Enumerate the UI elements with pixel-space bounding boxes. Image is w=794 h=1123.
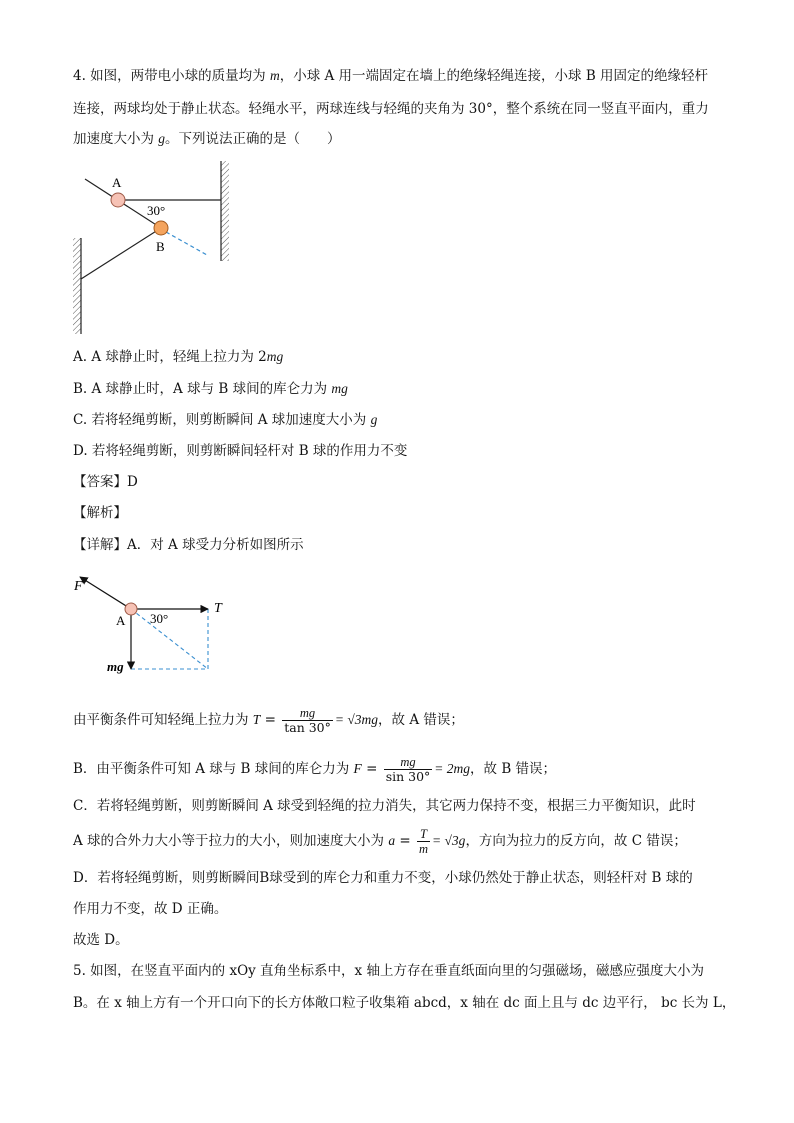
option-var: mg: [331, 381, 348, 396]
q4-stem-line2: 连接，两球均处于静止状态。轻绳水平，两球连线与轻绳的夹角为 30°，整个系统在同一竖直平面内，重力: [73, 101, 709, 117]
sol-text: ，方向为拉力的反方向，故 C 错误；: [465, 833, 687, 849]
q4-stem-text: 4. 如图，两带电小球的质量均为: [73, 68, 270, 84]
fraction: [282, 706, 333, 735]
fraction: [417, 827, 430, 856]
ball-a: [111, 193, 125, 207]
var-f: F: [353, 761, 362, 776]
sol-a-line: 由平衡条件可知轻绳上拉力为 T = $\frac{mg}{\tan 30^\circ}$ = √3mg，故 A 错误；: [73, 706, 464, 735]
dashed-diagonal: [131, 609, 208, 669]
option-text: C. 若将轻绳剪断，则剪断瞬间 A 球加速度大小为: [73, 412, 371, 428]
sol-c-line1: C．若将轻绳剪断，则剪断瞬间 A 球受到轻绳的拉力消失，其它两力保持不变，根据三力平衡知识，此时: [73, 798, 696, 814]
angle-label: 30°: [147, 203, 166, 218]
label-mg: mg: [107, 659, 124, 674]
sol-c-line2: A 球的合外力大小等于拉力的大小，则加速度大小为 a = $\frac{T}{m}$ = √3g，方向为拉力的反方向，故 C 错误；: [73, 827, 687, 856]
fraction-den: sin 30°: [385, 769, 431, 784]
fraction-num: mg: [282, 706, 333, 721]
q5-line1: 5. 如图，在竖直平面内的 xOy 直角坐标系中，x 轴上方存在垂直纸面向里的匀强磁场，磁感应强度大小为: [73, 963, 704, 979]
q5-line2: B。在 x 轴上方有一个开口向下的长方体敞口粒子收集箱 abcd，x 轴在 dc 面上且与 dc 边平行， bc 长为 L，: [73, 995, 736, 1011]
q4-analysis-label: 【解析】: [73, 505, 127, 521]
var-a: a: [388, 833, 396, 848]
label-a-force: A: [116, 613, 126, 628]
label-b: B: [156, 239, 165, 254]
fraction-den: tan 30°: [284, 720, 331, 735]
ball-a-force: [125, 603, 137, 615]
q4-stem-line1: [73, 66, 708, 86]
fraction: [384, 755, 433, 784]
option-var: g: [370, 412, 378, 427]
answer-value: D: [127, 474, 138, 490]
q4-figure-diagram: [70, 158, 240, 338]
sol-text: A 球的合外力大小等于拉力的大小，则加速度大小为: [73, 833, 389, 849]
force-diagram: [70, 565, 230, 680]
option-text: D. 若将轻绳剪断，则剪断瞬间轻杆对 B 球的作用力不变: [73, 443, 408, 459]
q4-answer: [73, 472, 138, 492]
q4-stem-text: 。下列说法正确的是（ ）: [165, 131, 341, 147]
q4-option-b: [73, 379, 348, 399]
q4-stem-g-var: g: [158, 131, 166, 146]
force-f-arrow: [80, 577, 131, 609]
left-wall-hatch: [73, 238, 81, 334]
result: = 2mg: [434, 761, 471, 776]
q4-stem-text: 加速度大小为: [73, 131, 159, 147]
result: = √3g: [432, 833, 466, 848]
option-var: mg: [266, 349, 284, 364]
option-text: B. A 球静止时，A 球与 B 球间的库仑力为: [73, 381, 332, 397]
sol-text: ，故 B 错误；: [470, 761, 557, 777]
sol-d-line1: D．若将轻绳剪断，则剪断瞬间B球受到的库仑力和重力不变，小球仍然处于静止状态，则轻杆对 B 球的: [73, 870, 693, 886]
q4-option-c: [73, 410, 377, 430]
q4-stem-mass-var: m: [269, 68, 280, 83]
var-t: T: [252, 712, 261, 727]
sol-text: ，故 A 错误；: [378, 712, 464, 728]
q4-option-d: [73, 441, 407, 461]
q4-stem-line3: [73, 129, 341, 149]
sol-text: B．由平衡条件可知 A 球与 B 球间的库仑力为: [73, 761, 354, 777]
sol-d-line2: 作用力不变，故 D 正确。: [73, 901, 228, 917]
rod: [81, 228, 161, 279]
answer-label: 【答案】: [73, 474, 127, 490]
fraction-num: T: [417, 827, 430, 842]
label-f: F: [74, 579, 83, 594]
sol-text: 由平衡条件可知轻绳上拉力为: [73, 712, 253, 728]
label-a: A: [112, 175, 122, 190]
dashed-extension: [166, 232, 207, 255]
sol-b-line: B．由平衡条件可知 A 球与 B 球间的库仑力为 F = $\frac{mg}{\sin 30^\circ}$ = 2mg，故 B 错误；: [73, 755, 557, 784]
angle-label-force: 30°: [150, 611, 169, 626]
label-t: T: [214, 601, 222, 616]
option-text: A. A 球静止时，轻绳上拉力为 2: [73, 349, 267, 365]
right-wall-hatch: [221, 161, 229, 261]
fraction-den: m: [419, 842, 429, 856]
result: = √3mg: [334, 712, 379, 727]
fraction-num: mg: [384, 755, 433, 770]
ball-b: [154, 221, 168, 235]
q4-stem-text: ，小球 A 用一端固定在墙上的绝缘轻绳连接，小球 B 用固定的绝缘轻杆: [279, 68, 709, 84]
q4-detail-intro: 【详解】A．对 A 球受力分析如图所示: [73, 537, 304, 553]
conclusion: 故选 D。: [73, 932, 129, 948]
q4-option-a: [73, 347, 283, 367]
